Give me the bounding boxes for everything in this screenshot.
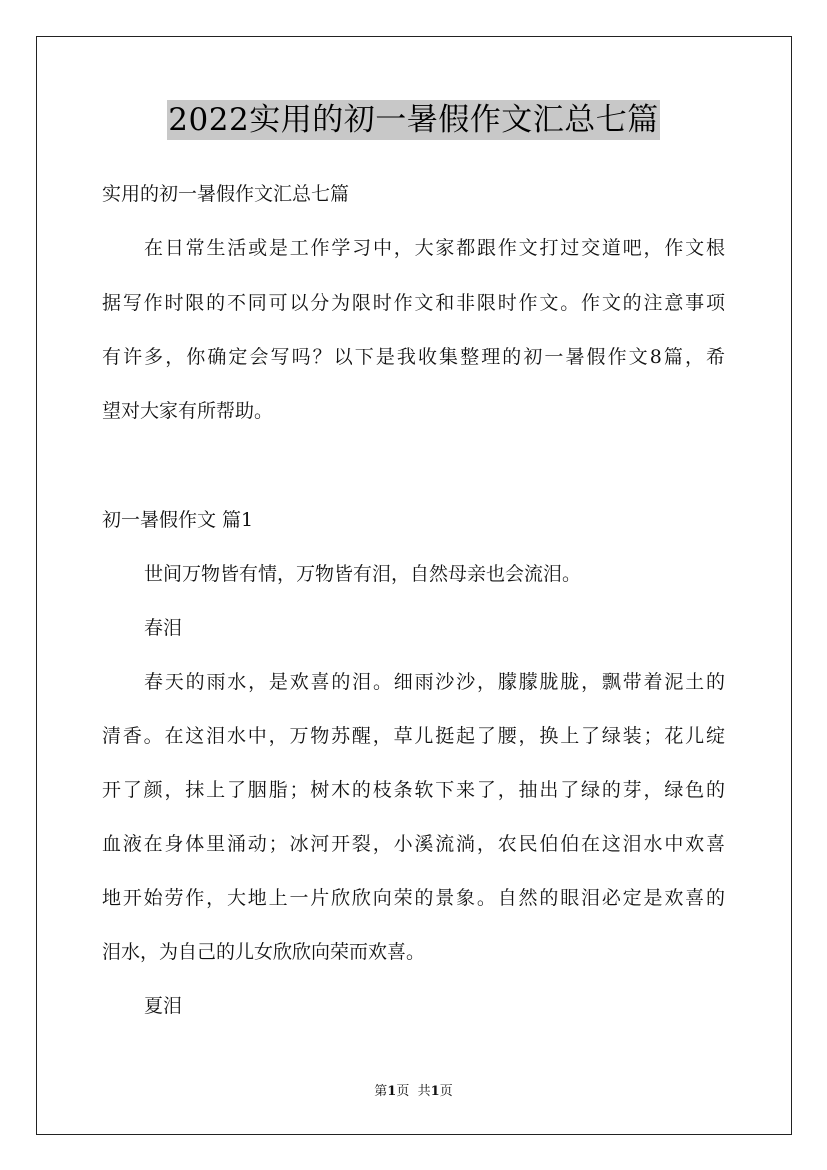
intro-line-3: 有许多，你确定会写吗？以下是我收集整理的初一暑假作文8篇，希 (102, 346, 728, 368)
footer-page-suffix: 页 (396, 1084, 410, 1099)
footer-total-suffix: 页 (439, 1084, 453, 1099)
intro-line-1: 在日常生活或是工作学习中，大家都跟作文打过交道吧，作文根 (144, 237, 727, 259)
spring-line-5: 地开始劳作，大地上一片欣欣向荣的景象。自然的眼泪必定是欢喜的 (102, 887, 727, 909)
spring-line-3: 开了颜，抹上了胭脂；树木的枝条软下来了，抽出了绿的芽，绿色的 (102, 779, 727, 801)
footer-page-prefix: 第 (374, 1084, 388, 1099)
section-first-line: 世间万物皆有情，万物皆有泪，自然母亲也会流泪。 (144, 563, 582, 585)
page-footer (0, 1083, 827, 1101)
summer-heading: 夏泪 (144, 995, 183, 1017)
section-heading: 初一暑假作文 篇1 (102, 509, 254, 531)
intro-line-4: 望对大家有所帮助。 (102, 400, 274, 422)
document-title: 2022实用的初一暑假作文汇总七篇 (168, 102, 659, 138)
intro-line-2: 据写作时限的不同可以分为限时作文和非限时作文。作文的注意事项 (102, 292, 727, 314)
spring-line-4: 血液在身体里涌动；冰河开裂，小溪流淌，农民伯伯在这泪水中欢喜 (102, 833, 727, 855)
document-subtitle: 实用的初一暑假作文汇总七篇 (102, 183, 350, 205)
title-container (0, 100, 827, 140)
spring-heading: 春泪 (144, 617, 183, 639)
spring-line-2: 清香。在这泪水中，万物苏醒，草儿挺起了腰，换上了绿装；花儿绽 (102, 725, 727, 747)
spring-line-6: 泪水，为自己的儿女欣欣向荣而欢喜。 (102, 941, 426, 963)
footer-page-number: 1 (387, 1084, 397, 1099)
spring-line-1: 春天的雨水，是欢喜的泪。细雨沙沙，朦朦胧胧，飘带着泥土的 (144, 671, 727, 693)
footer-total-prefix: 共 (417, 1084, 431, 1099)
footer-total-pages: 1 (430, 1084, 440, 1099)
